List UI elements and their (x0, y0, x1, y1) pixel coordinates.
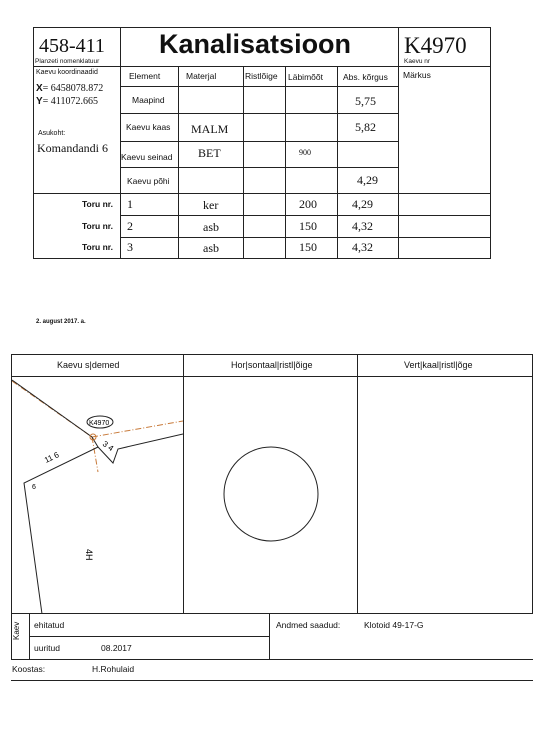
form-divider (33, 66, 491, 67)
dimension-label: 6 (32, 484, 36, 491)
pipe-label: Toru nr. (82, 199, 114, 209)
col-header-diameter: Läbimõõt (288, 72, 323, 82)
pipe-material: asb (203, 220, 219, 234)
form-divider (337, 66, 338, 259)
footer-divider (11, 680, 533, 681)
row-element: Kaevu kaas (126, 122, 171, 132)
surveyed-label: uuritud (34, 643, 60, 653)
pipe-abs: 4,32 (352, 219, 373, 233)
footer-side-label: Kaev (12, 621, 21, 640)
built-label: ehitatud (34, 620, 65, 630)
author-value: H.Rohulaid (92, 664, 135, 674)
pipe-abs: 4,29 (352, 197, 373, 211)
form-divider (120, 141, 398, 142)
form-divider (120, 86, 398, 87)
row-material: MALM (191, 122, 229, 136)
col-header-cross: Ristlõige (245, 71, 278, 81)
pipe-label: Toru nr. (82, 242, 114, 252)
row-element: Kaevu põhi (127, 176, 170, 186)
col-header-notes: Märkus (403, 70, 431, 80)
drawings-divider (357, 354, 358, 614)
row-abs: 5,82 (355, 120, 376, 134)
form-divider (120, 167, 398, 168)
well-id: K4970 (404, 33, 467, 58)
col-title-vertical: Vert|kaal|ristl|õge (404, 360, 473, 370)
form-divider (178, 66, 179, 259)
page-title: Kanalisatsioon (159, 29, 352, 59)
data-source-label: Andmed saadud: (276, 620, 341, 630)
form-divider (120, 113, 398, 114)
col-header-material: Materjal (186, 71, 217, 81)
well-circle (224, 447, 318, 541)
well-id-caption: Kaevu nr (404, 58, 431, 65)
form-divider (398, 27, 399, 259)
location-value: Komandandi 6 (37, 141, 108, 155)
pipe-label: Toru nr. (82, 221, 114, 231)
location-label: Asukoht: (38, 130, 66, 137)
pipe-diameter: 200 (299, 197, 317, 211)
x-coordinate: X= 6458078.872 (36, 83, 104, 94)
horizontal-cross-section (184, 377, 357, 614)
location-sketch (12, 377, 183, 614)
pipe-diameter: 150 (299, 240, 317, 254)
form-divider (33, 193, 491, 194)
author-label: Koostas: (12, 664, 46, 674)
pipe-diameter: 150 (299, 219, 317, 233)
surveyed-value: 08.2017 (101, 643, 132, 653)
pipe-abs: 4,32 (352, 240, 373, 254)
form-divider (120, 27, 121, 259)
row-element: Kaevu seinad (121, 152, 173, 162)
footer-divider (269, 614, 270, 659)
footer-divider (29, 636, 269, 637)
row-element: Maapind (132, 95, 165, 105)
row-abs: 5,75 (355, 94, 376, 108)
data-source-value: Klotoid 49-17-G (364, 620, 424, 630)
pipe-nr: 2 (127, 219, 133, 233)
row-abs: 4,29 (357, 173, 378, 187)
form-divider (243, 66, 244, 259)
date-text: 2. august 2017. a. (36, 319, 86, 325)
building-label: 4H (84, 549, 94, 561)
building-outline (12, 380, 183, 614)
row-diameter: 900 (299, 148, 311, 157)
footer-divider (11, 659, 533, 660)
coords-label: Kaevu koordinaadid (36, 69, 98, 76)
pipe-material: asb (203, 241, 219, 255)
form-divider (120, 237, 491, 238)
pipe-nr: 3 (127, 240, 133, 254)
sheet-number-caption: Planzeti nomenklatuur (35, 58, 100, 65)
pipe-nr: 1 (127, 197, 133, 211)
dimension-label: 3 4 (100, 439, 116, 454)
col-header-element: Element (129, 71, 161, 81)
sheet-number: 458-411 (39, 35, 105, 57)
pipe-material: ker (203, 198, 219, 212)
col-header-abs: Abs. kõrgus (343, 72, 388, 82)
well-marker-label: K4970 (89, 420, 110, 427)
row-material: BET (198, 146, 221, 160)
col-title-horizontal: Hor|sontaal|ristl|õige (231, 360, 313, 370)
dimension-label: 11 6 (43, 450, 61, 465)
y-coordinate: Y= 411072.665 (36, 96, 98, 107)
form-divider (285, 66, 286, 259)
form-divider (120, 215, 491, 216)
col-title-surroundings: Kaevu s|demed (57, 360, 120, 370)
